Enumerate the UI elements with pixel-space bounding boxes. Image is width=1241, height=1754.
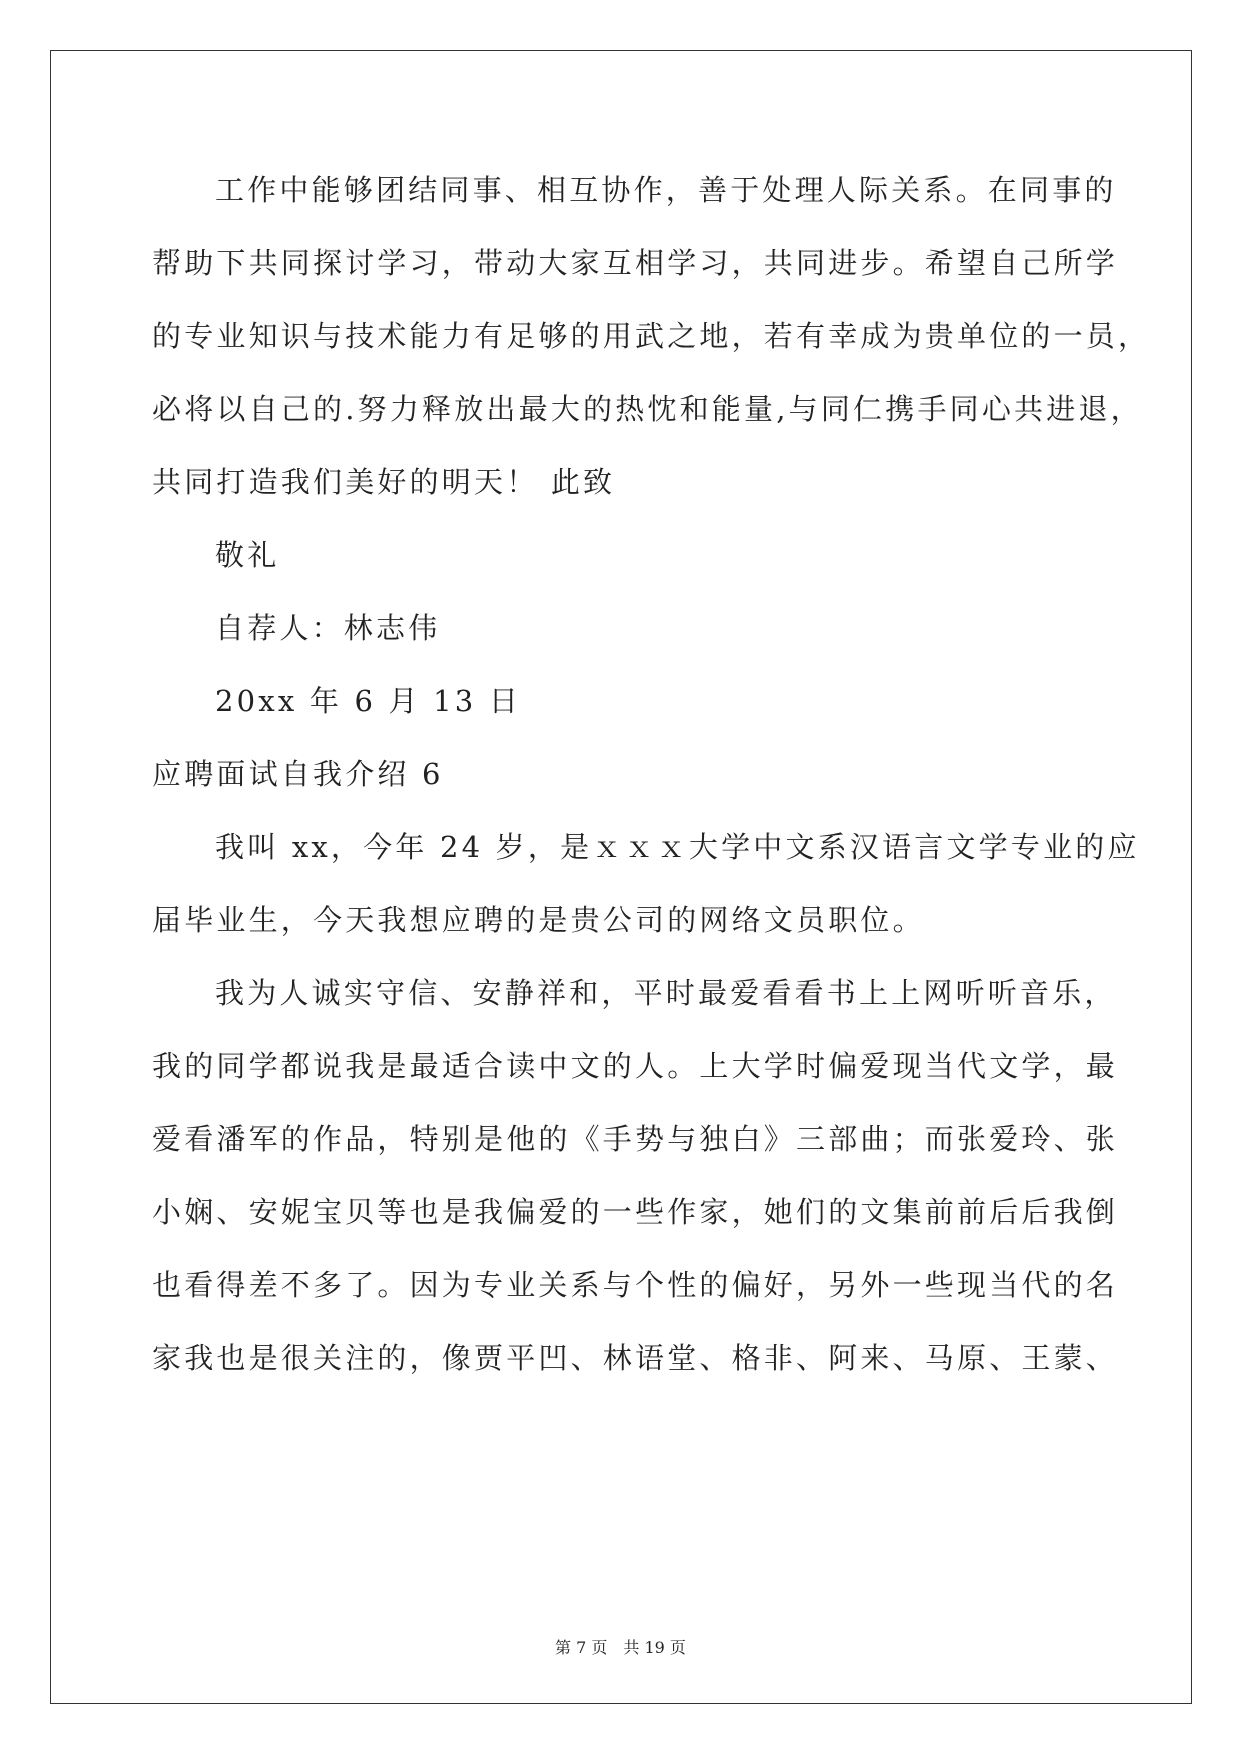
closing-salutation: 敬礼 (215, 538, 280, 572)
text-line: 爱看潘军的作品，特别是他的《手势与独白》三部曲；而张爱玲、张 (152, 1122, 1119, 1156)
text-line: 的专业知识与技术能力有足够的用武之地，若有幸成为贵单位的一员， (152, 319, 1151, 353)
signature-line: 自荐人：林志伟 (215, 611, 441, 645)
page-border (50, 50, 1192, 1704)
text-line: 工作中能够团结同事、相互协作，善于处理人际关系。在同事的 (215, 173, 1117, 207)
text-line: 也看得差不多了。因为专业关系与个性的偏好，另外一些现当代的名 (152, 1268, 1119, 1302)
text-line: 届毕业生，今天我想应聘的是贵公司的网络文员职位。 (152, 903, 925, 937)
text-line: 帮助下共同探讨学习，带动大家互相学习，共同进步。希望自己所学 (152, 246, 1119, 280)
text-line: 必将以自己的.努力释放出最大的热忱和能量,与同仁携手同心共进退， (152, 392, 1143, 426)
section-heading: 应聘面试自我介绍 6 (152, 757, 444, 791)
page-number-footer: 第 7 页 共 19 页 (555, 1638, 686, 1657)
date-line: 20xx 年 6 月 13 日 (215, 684, 522, 718)
text-line: 小娴、安妮宝贝等也是我偏爱的一些作家，她们的文集前前后后我倒 (152, 1195, 1119, 1229)
text-line: 我为人诚实守信、安静祥和，平时最爱看看书上上网听听音乐， (215, 976, 1117, 1010)
text-line: 共同打造我们美好的明天！ 此致 (152, 465, 616, 499)
text-line: 我叫 xx，今年 24 岁，是ｘｘｘ大学中文系汉语言文学专业的应 (215, 830, 1140, 864)
text-line: 我的同学都说我是最适合读中文的人。上大学时偏爱现当代文学，最 (152, 1049, 1119, 1083)
text-line: 家我也是很关注的，像贾平凹、林语堂、格非、阿来、马原、王蒙、 (152, 1341, 1119, 1375)
